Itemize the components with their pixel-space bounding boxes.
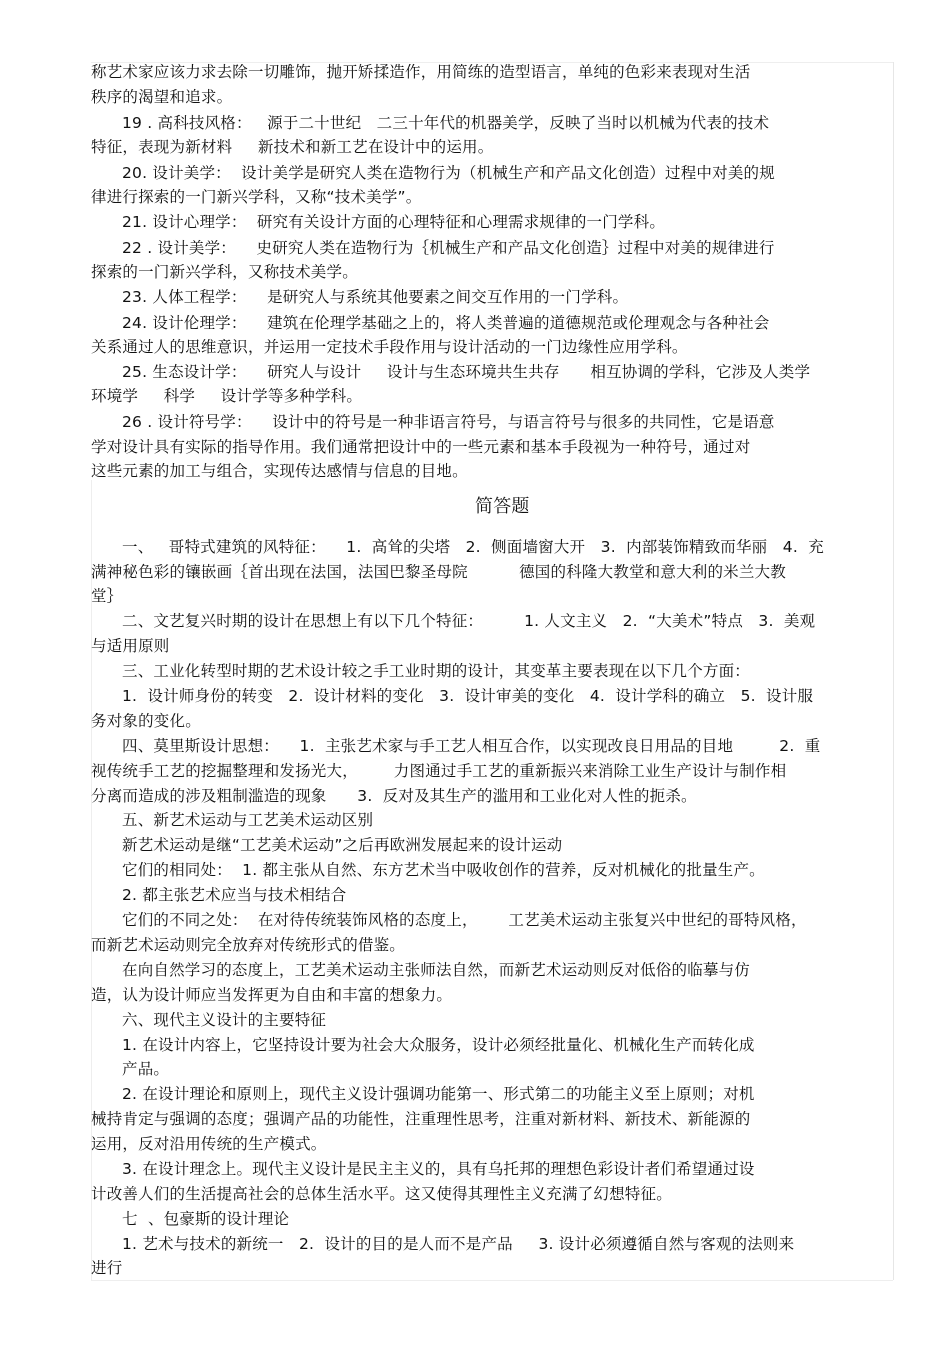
text-line: 3. 在设计理念上。现代主义设计是民主主义的，具有乌托邦的理想色彩设计者们希望通过设 (122, 1160, 755, 1178)
term-23: 23. 人体工程学： 是研究人与系统其他要素之间交互作用的一门学科。 (122, 288, 629, 306)
text-line: 这些元素的加工与组合，实现传达感情与信息的目地。 (91, 462, 468, 480)
answer-6: 六、现代主义设计的主要特征 (122, 1011, 327, 1029)
text-line: 2. 在设计理论和原则上，现代主义设计强调功能第一、形式第二的功能主义至上原则；对机 (122, 1085, 755, 1103)
section-heading: 简答题 (475, 496, 530, 517)
text-line: 与适用原则 (91, 637, 170, 655)
text-line: 械持肯定与强调的态度；强调产品的功能性，注重理性思考，注重对新材料、新技术、新能源的 (91, 1110, 751, 1128)
text-line: 律进行探索的一门新兴学科，又称“技术美学”。 (91, 188, 422, 206)
text-line: 关系通过人的思维意识，并运用一定技术手段作用与设计活动的一门边缘性应用学科。 (91, 338, 688, 356)
term-24: 24. 设计伦理学： 建筑在伦理学基础之上的，将人类普遍的道德规范或伦理观念与各种社会 (122, 314, 770, 332)
text-line: 秩序的渴望和追求。 (91, 88, 233, 106)
text-line: 而新艺术运动则完全放弃对传统形式的借鉴。 (91, 936, 406, 954)
text-line: 2. 都主张艺术应当与技术相结合 (122, 886, 347, 904)
text-line: 特征，表现为新材料 新技术和新工艺在设计中的运用。 (91, 138, 494, 156)
term-26: 26 . 设计符号学： 设计中的符号是一种非语言符号，与语言符号与很多的共同性，它是语意 (122, 413, 775, 431)
term-25: 25. 生态设计学： 研究人与设计 设计与生态环境共生共存 相互协调的学科，它涉及人类学 (122, 363, 811, 381)
answer-1: 一、 哥特式建筑的风特征： 1. 高耸的尖塔 2. 侧面墙窗大开 3. 内部装饰精致而华丽 4. 充 (122, 538, 824, 556)
text-line: 满神秘色彩的镶嵌画｛首出现在法国，法国巴黎圣母院 德国的科隆大教堂和意大利的米兰大教 (91, 563, 786, 581)
page-border-right (893, 62, 894, 1280)
text-line: 环境学 科学 设计学等多种学科。 (91, 387, 363, 405)
term-21: 21. 设计心理学： 研究有关设计方面的心理特征和心理需求规律的一门学科。 (122, 213, 666, 231)
text-line: 称艺术家应该力求去除一切雕饰，抛开矫揉造作，用简练的造型语言，单纯的色彩来表现对生活 (91, 63, 751, 81)
text-line: 产品。 (122, 1060, 170, 1078)
term-19: 19 . 高科技风格： 源于二十世纪 二三十年代的机器美学，反映了当时以机械为代表的技术 (122, 114, 770, 132)
text-line: 计改善人们的生活提高社会的总体生活水平。这又使得其理性主义充满了幻想特征。 (91, 1185, 672, 1203)
page-border-bottom (91, 1280, 893, 1281)
text-line: 在向自然学习的态度上，工艺美术运动主张师法自然，而新艺术运动则反对低俗的临摹与仿 (122, 961, 751, 979)
text-line: 视传统手工艺的挖掘整理和发扬光大， 力图通过手工艺的重新振兴来消除工业生产设计与制作相 (91, 762, 787, 780)
answer-7: 七 、包豪斯的设计理论 (122, 1210, 290, 1228)
answer-2: 二、文艺复兴时期的设计在思想上有以下几个特征： 1. 人文主义 2. “大美术”特点 3. 美观 (122, 612, 816, 630)
text-line: 堂｝ (91, 587, 123, 605)
answer-5: 五、新艺术运动与工艺美术运动区别 (122, 811, 374, 829)
text-line: 新艺术运动是继“工艺美术运动”之后再欧洲发展起来的设计运动 (122, 836, 563, 854)
term-20: 20. 设计美学： 设计美学是研究人类在造物行为（机械生产和产品文化创造）过程中对美的规 (122, 164, 775, 182)
answer-4: 四、莫里斯设计思想： 1. 主张艺术家与手工艺人相互合作，以实现改良日用品的目地 2. 重 (122, 737, 821, 755)
answer-3: 三、工业化转型时期的艺术设计较之手工业时期的设计，其变革主要表现在以下几个方面： (122, 662, 751, 680)
text-line: 造，认为设计师应当发挥更为自由和丰富的想象力。 (91, 986, 453, 1004)
text-line: 运用，反对沿用传统的生产模式。 (91, 1135, 327, 1153)
text-line: 它们的不同之处： 在对待传统装饰风格的态度上， 工艺美术运动主张复兴中世纪的哥特风格， (122, 911, 807, 929)
text-line: 1. 在设计内容上，它坚持设计要为社会大众服务，设计必须经批量化、机械化生产而转化成 (122, 1036, 755, 1054)
text-line: 学对设计具有实际的指导作用。我们通常把设计中的一些元素和基本手段视为一种符号，通过对 (91, 438, 751, 456)
text-line: 务对象的变化。 (91, 712, 201, 730)
text-line: 分离而造成的涉及粗制滥造的现象 3. 反对及其生产的滥用和工业化对人性的扼杀。 (91, 787, 697, 805)
term-22: 22 . 设计美学： 史研究人类在造物行为｛机械生产和产品文化创造｝过程中对美的规律进行 (122, 239, 775, 257)
text-line: 1. 设计师身份的转变 2. 设计材料的变化 3. 设计审美的变化 4. 设计学科的确立 5. 设计服 (122, 687, 814, 705)
text-line: 1. 艺术与技术的新统一 2. 设计的目的是人而不是产品 3. 设计必须遵循自然与客观的法则来 (122, 1235, 795, 1253)
text-line: 进行 (91, 1259, 123, 1277)
text-line: 探索的一门新兴学科，又称技术美学。 (91, 263, 358, 281)
text-line: 它们的相同处： 1. 都主张从自然、东方艺术当中吸收创作的营养，反对机械化的批量生产。 (122, 861, 765, 879)
